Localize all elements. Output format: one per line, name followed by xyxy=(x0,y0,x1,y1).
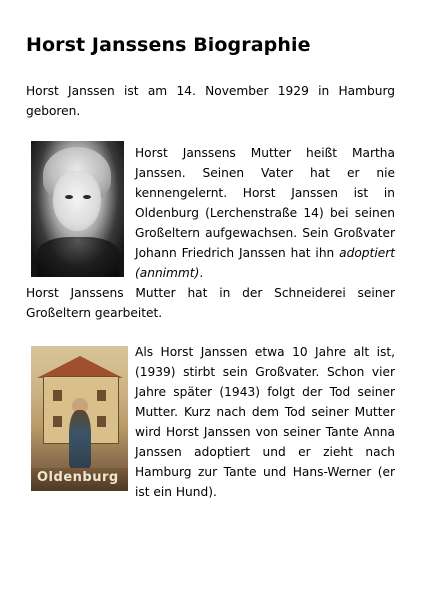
intro-paragraph xyxy=(26,81,395,121)
text-line: ist ein Hund). xyxy=(135,485,217,499)
text-line: Horst Janssens Mutter hat in der Schneiderei seiner xyxy=(26,286,395,300)
intro-line-2: geboren. xyxy=(26,104,81,118)
oldenburg-painting-image xyxy=(31,346,128,491)
adoption-paragraph xyxy=(135,342,395,502)
mother-paragraph xyxy=(135,143,395,283)
text-line: (1939) stirbt sein Großvater. Schon vier xyxy=(135,365,395,379)
text-line: (annimmt). xyxy=(135,266,204,280)
painting-caption: Oldenburg xyxy=(37,470,119,485)
text-line: Janssen adoptiert und er zieht nach xyxy=(135,445,395,459)
text-line: Als Horst Janssen etwa 10 Jahre alt ist, xyxy=(135,345,395,359)
text-line: Horst Janssens Mutter heißt Martha xyxy=(135,146,395,160)
text-line: Großeltern aufgewachsen. Sein Großvater xyxy=(135,226,395,240)
text-line: wird Horst Janssen von seiner Tante Anna xyxy=(135,425,395,439)
text-line: kennengelernt. Horst Janssen ist in xyxy=(135,186,395,200)
text-line: Mutter. Kurz nach dem Tod seiner Mutter xyxy=(135,405,395,419)
intro-line-1: Horst Janssen ist am 14. November 1929 in Hamburg xyxy=(26,84,395,98)
text-line: Jahre später (1943) folgt der Tod seiner xyxy=(135,385,395,399)
text-line: Johann Friedrich Janssen hat ihn adoptiert xyxy=(135,246,395,260)
workshop-paragraph xyxy=(26,283,395,323)
text-line: Hamburg zur Tante und Hans-Werner (er xyxy=(135,465,395,479)
text-line: Großeltern gearbeitet. xyxy=(26,306,163,320)
page-title: Horst Janssens Biographie xyxy=(26,34,311,56)
child-portrait-photo xyxy=(31,141,124,277)
emphasis-adoptiert: adoptiert xyxy=(339,246,395,260)
text-line: Oldenburg (Lerchenstraße 14) bei seinen xyxy=(135,206,395,220)
text-line: Janssen. Seinen Vater hat er nie xyxy=(135,166,395,180)
emphasis-annimmt: (annimmt) xyxy=(135,266,200,280)
